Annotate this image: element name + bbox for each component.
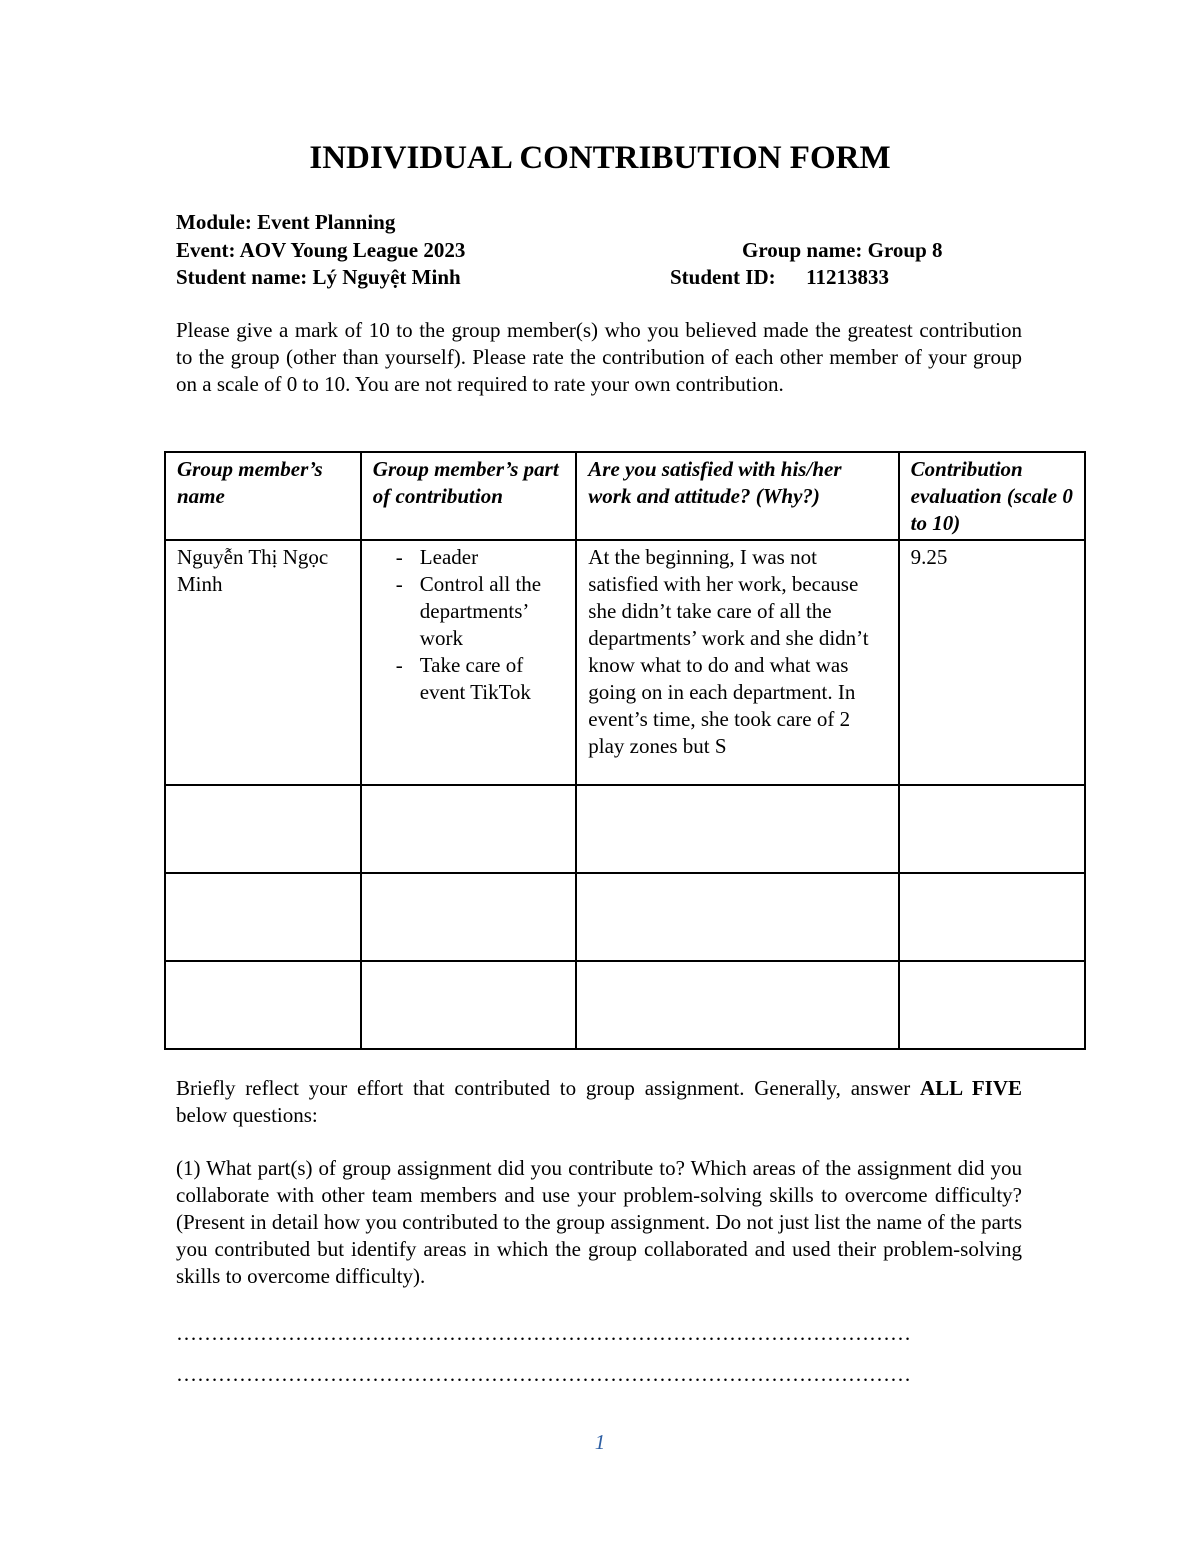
- reflection-intro-text: Briefly reflect your effort that contributed to group assignment. Generally, answer: [176, 1076, 920, 1100]
- empty-cell[interactable]: [165, 961, 361, 1049]
- question-1: (1) What part(s) of group assignment did you contribute to? Which areas of the assignment did you collaborate with other team members and use your problem-solving skills to overcome difficulty? (Present in detail how you contributed to the group assignment. Do not just list the name of the parts you contributed but identify areas in which the group collaborated and used their problem-solving skills to overcome difficulty).: [176, 1156, 1022, 1288]
- list-item: - Leader: [362, 544, 565, 571]
- contribution-table: [164, 451, 1086, 1050]
- student-name-line: Student name: Lý Nguyệt Minh: [176, 265, 461, 289]
- score-cell: 9.25: [899, 540, 1085, 785]
- table-row: [165, 873, 1085, 961]
- table-row: [165, 961, 1085, 1049]
- form-title: INDIVIDUAL CONTRIBUTION FORM: [309, 140, 891, 176]
- empty-cell[interactable]: [361, 785, 576, 873]
- group-name-line: Group name: Group 8: [742, 238, 943, 262]
- answer-line-1[interactable]: ……………………………………………………………………………………………: [176, 1321, 911, 1345]
- reflection-intro-end: below questions:: [176, 1103, 318, 1127]
- instructions-paragraph: Please give a mark of 10 to the group member(s) who you believed made the greatest contribution to the group (other than yourself). Please rate the contribution of each other member of your group on a scale of 0 to 10. You are not required to rate your own contribution.: [176, 318, 1022, 396]
- parts-list: [362, 544, 565, 706]
- empty-cell[interactable]: [576, 785, 898, 873]
- empty-cell[interactable]: [165, 785, 361, 873]
- empty-cell[interactable]: [165, 873, 361, 961]
- list-item: - Control all the departments’ work: [362, 571, 565, 652]
- reflection-intro: [176, 1075, 1022, 1129]
- empty-cell[interactable]: [361, 873, 576, 961]
- table-row: [165, 540, 1085, 785]
- header-member-name: Group member’s name: [165, 452, 361, 540]
- page-number: 1: [594, 1430, 606, 1454]
- module-line: Module: Event Planning: [176, 210, 396, 234]
- header-satisfaction: Are you satisfied with his/her work and attitude? (Why?): [576, 452, 898, 540]
- student-id-line: [670, 264, 889, 291]
- student-id-value: 11213833: [806, 265, 889, 289]
- student-id-label: Student ID:: [670, 265, 776, 289]
- table-row: [165, 785, 1085, 873]
- event-line: Event: AOV Young League 2023: [176, 238, 466, 262]
- empty-cell[interactable]: [899, 961, 1085, 1049]
- empty-cell[interactable]: [361, 961, 576, 1049]
- table-header-row: [165, 452, 1085, 540]
- empty-cell[interactable]: [576, 961, 898, 1049]
- reflection-intro-emphasis: ALL FIVE: [920, 1076, 1022, 1100]
- list-item: - Take care of event TikTok: [362, 652, 565, 706]
- answer-line-2[interactable]: ……………………………………………………………………………………………: [176, 1362, 911, 1386]
- satisfaction-cell: At the beginning, I was not satisfied with her work, because she didn’t take care of all the departments’ work and she didn’t know what to do and what was going on in each department. In event’s time, she took care of 2 play zones but S: [576, 540, 898, 785]
- member-name-cell: Nguyễn Thị Ngọc Minh: [165, 540, 361, 785]
- empty-cell[interactable]: [576, 873, 898, 961]
- empty-cell[interactable]: [899, 873, 1085, 961]
- header-evaluation: Contribution evaluation (scale 0 to 10): [899, 452, 1085, 540]
- empty-cell[interactable]: [899, 785, 1085, 873]
- member-parts-cell: [361, 540, 576, 785]
- header-member-part: Group member’s part of contribution: [361, 452, 576, 540]
